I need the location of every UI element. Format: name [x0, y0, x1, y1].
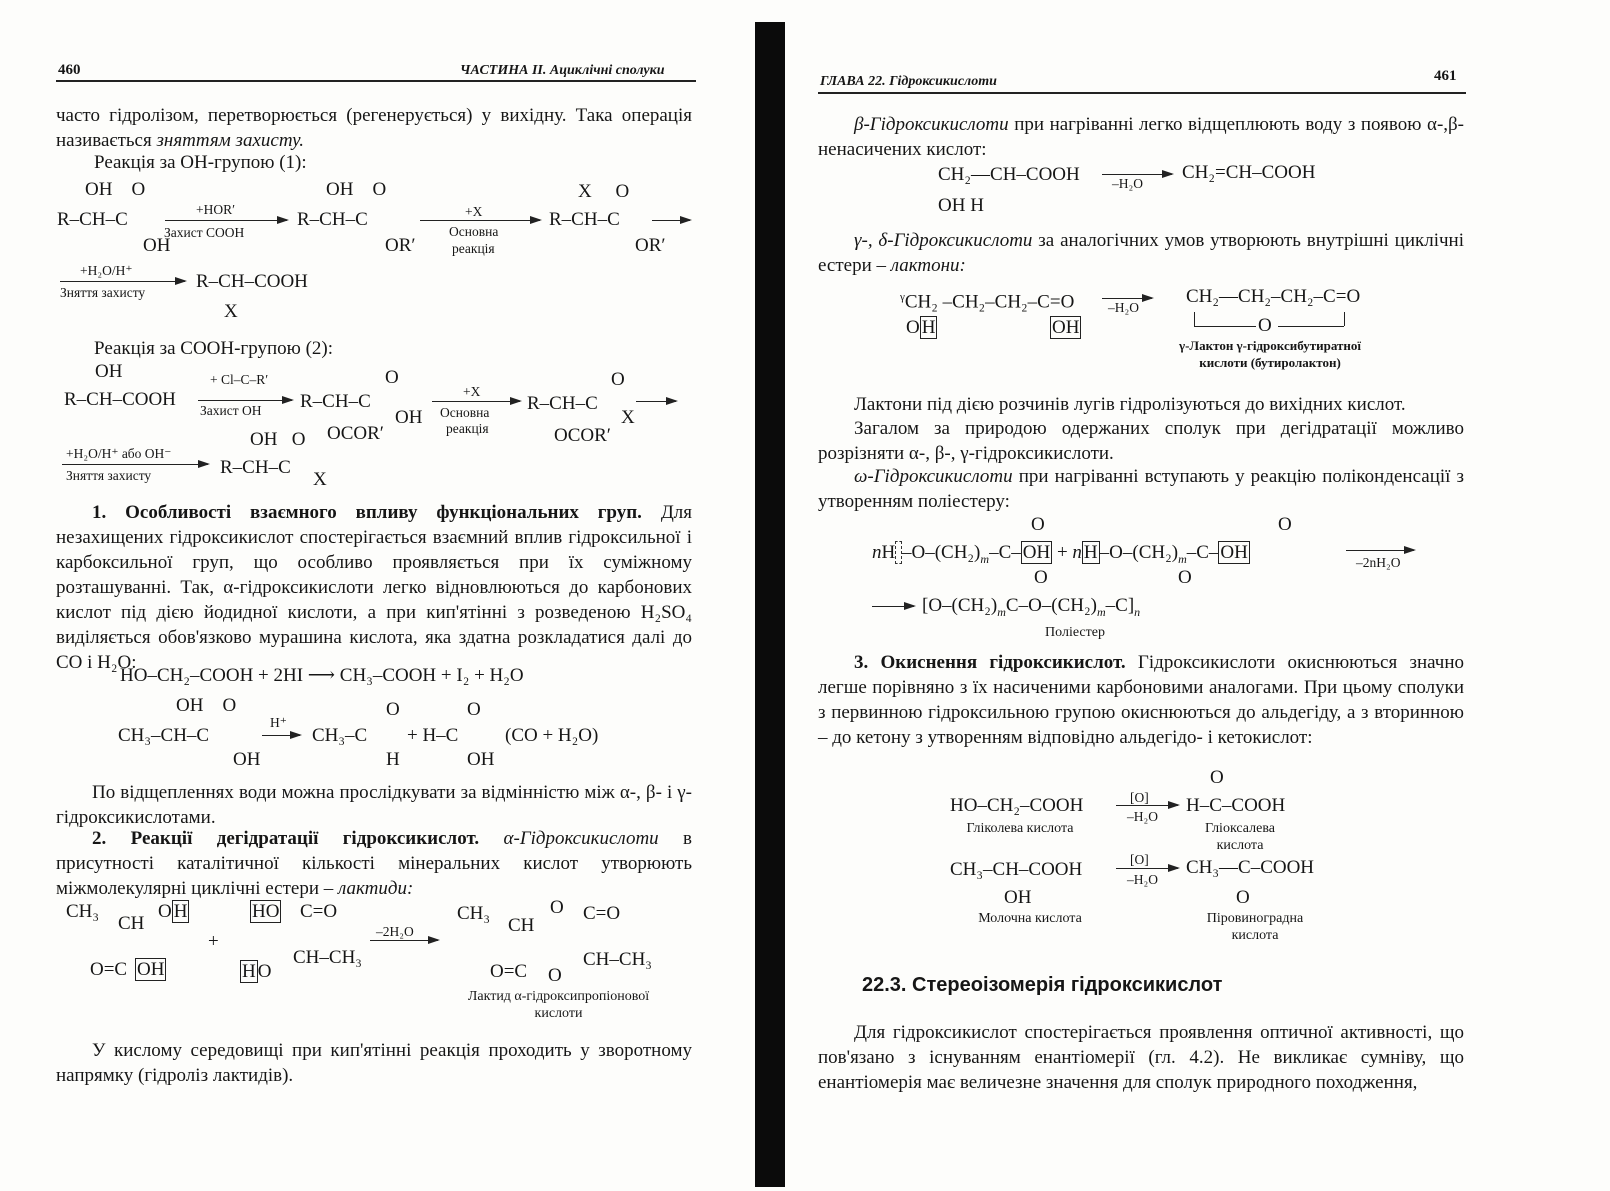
cooh-reaction-title: Реакція за COOH-групою (2): [94, 338, 334, 359]
running-head: ЧАСТИНА II. Ациклічні сполуки [460, 63, 665, 78]
header-rule [818, 92, 1466, 94]
paragraph-differentiation: Загалом за природою одержаних сполук при дегідратації можливо розрізняти α-, β-, γ-гідроксикислоти. [818, 418, 1464, 464]
paragraph-splitting: По відщепленнях води можна прослідкувати за відмінністю між α-, β- і γ-гідроксикислотами. [56, 782, 692, 828]
equation-hi: HO–CH₂–COOH + 2HI ⟶ CH₃–COOH + I₂ + H₂O [120, 665, 524, 686]
header-rule [56, 80, 696, 82]
section-2: 2. Реакції дегідратації гідроксикислот. α-Гідроксикислоти в присутності каталітичної кількості мінеральних кислот утворюють міжмолекулярні циклічні естери – лактиди: [56, 828, 693, 899]
paragraph-stereo: Для гідроксикислот спостерігається проявлення оптичної активності, що пов'язано з існуванням енантіомерії (гл. 4.2). Не викликає сумніву, що енантіомерія має величезне значення для сполук природного походження, [818, 1022, 1464, 1093]
paragraph-hydrolysis: У кислому середовищі при кип'ятінні реакція проходить у зворотному напрямку (гідроліз лактидів). [56, 1040, 692, 1086]
paragraph-omega: ω-Гідроксикислоти при нагріванні вступають у реакцію поліконденсації з утворенням поліестеру: [818, 466, 1465, 512]
page-number: 461 [1434, 68, 1457, 84]
oh-reaction-title: Реакція за OH-групою (1): [94, 152, 307, 173]
page-number: 460 [58, 62, 81, 78]
paragraph-gamma: γ-, δ-Гідроксикислоти за аналогічних умов утворюють внутрішні циклічні естери – лактони: [818, 230, 1464, 276]
section-22-3-heading: 22.3. Стереоізомерія гідроксикислот [862, 974, 1223, 996]
section-1: 1. Особливості взаємного впливу функціональних груп. Для незахищених гідроксикислот спостерігається взаємний вплив гідроксильної і карбоксильної груп, що особливо проявляється при їх суміжному розташуванні. Так, α-гідроксикислоти легко відновлюються до карбонових кислот під дією йодидної кислоти, а при кип'ятінні з розведеною H₂SO₄ виділяється обов'язково мурашина кислота, яка здатна розкладатися далі до CO і H₂O: [56, 502, 693, 673]
paragraph-protection: часто гідролізом, перетворюється (регенерується) у вихідну. Така операція називається зняттям захисту. [56, 105, 692, 151]
running-head: ГЛАВА 22. Гідроксикислоти [820, 74, 997, 89]
left-page: 460 ЧАСТИНА II. Ациклічні сполуки часто гідролізом, перетворюється (регенерується) у вихідну. Така операція називається зняттям захисту. Реакція за OH-групою (1): OH O R–CH–C OH +HOR′ Захист COOH OH O R–CH–C OR′ +X Основна реакція X O R–CH–C OR′ +H₂O/H⁺ Зняття захисту R–CH–COOH X Реакція за COOH-групою (2): OH R–CH–COOH + Cl–C–R′ Захист OH O R–CH–C OH OCOR′ +X Основна реакція O R–CH–C X OCOR′ +H₂O/H⁺ або OH⁻ Зняття захисту OH O R–CH–C X 1. Особливості взаємного впливу функціональних груп. Для незахищених гідроксикислот спостерігається взаємний вплив гідроксильної і карбоксильної груп, що особливо проявляється при їх суміжному розташуванні. Так, α-гідроксикислоти легко відновлюються до карбонових кислот під дією йодидної кислоти, а при кип'ятінні з розведеною H₂SO₄ виділяється обов'язково мурашина кислота, яка здатна розкладатися далі до CO і H₂O: HO–CH₂–COOH + 2HI ⟶ CH₃–COOH + I₂ + H₂O OH O CH₃–CH–C OH H⁺ O CH₃–C H + H–C O OH (CO + H₂O) По відщепленнях води можна прослідкувати за відмінністю між α-, β- і γ-гідроксикислотами. 2. Реакції дегідратації гідроксикислот. α-Гідроксикислоти в присутності каталітичної кількості мінеральних кислот утворюють міжмолекулярні циклічні естери – лактиди: CH₃ CH O H O=C OH + HO C=O H O CH–CH₃ –2H₂O CH₃ CH O C=O O=C O CH–CH₃ Лактид α-гідроксипропіонової кислоти У кислому середовищі при кип'ятінні реакція проходить у зворотному напрямку (гідроліз лактидів). [0, 0, 760, 1191]
right-page: ГЛАВА 22. Гідроксикислоти 461 β-Гідроксикислоти при нагріванні легко відщеплюють воду з появою α-,β-ненасичених кислот: CH₂—CH–COOH OH H –H₂O CH₂=CH–COOH γ-, δ-Гідроксикислоти за аналогічних умов утворюють внутрішні циклічні естери – лактони: $^\gamma$CH₂ –CH₂–CH₂–C=O O H OH –H₂O CH₂—CH₂–CH₂–C=O O γ-Лактон γ-гідроксибутиратної кислоти (бутиролактон) Лактони під дією розчинів лугів гідролізуються до вихідних кислот. Загалом за природою одержаних сполук при дегідратації можливо розрізняти α-, β-, γ-гідроксикислоти. ω-Гідроксикислоти при нагріванні вступають у реакцію поліконденсації з утворенням поліестеру: O O nH $-O-(CH_2)_m-C-$ OH + n H $-O-(CH_2)_m-C-$ OH –2nH₂O O O $[O-(CH_2)_mC-O-(CH_2)_m-C]_n$ Поліестер 3. Окиснення гідроксикислот. Гідроксикислоти окиснюються значно легше порівняно з їх насиченими карбоновими аналогами. При цьому сполуки з первинною гідроксильною групою окиснюються до альдегіду, а з вторинною – до кетону з утворенням відповідно альдегідо- і кетокислот: HO–CH₂–COOH Гліколева кислота [O] –H₂O O H–C–COOH Гліоксалева кислота CH₃–CH–COOH OH Молочна кислота [O] –H₂O CH₃—C–COOH O Піровиноградна кислота 22.3. Стереоізомерія гідроксикислот Для гідроксикислот спостерігається проявлення оптичної активності, що пов'язано з існуванням енантіомерії (гл. 4.2). Не викликає сумніву, що енантіомерія має величезне значення для сполук природного походження, [818, 68, 1465, 1093]
paragraph-beta: β-Гідроксикислоти при нагріванні легко відщеплюють воду з появою α-,β-ненасичених кислот: [818, 114, 1465, 160]
section-3: 3. Окиснення гідроксикислот. Гідроксикислоти окиснюються значно легше порівняно з їх насиченими карбоновими аналогами. При цьому сполуки з первинною гідроксильною групою окиснюються до альдегіду, а з вторинною – до кетону з утворенням відповідно альдегідо- і кетокислот: [818, 652, 1465, 748]
paragraph-lactones: Лактони під дією розчинів лугів гідролізуються до вихідних кислот. [854, 394, 1406, 415]
